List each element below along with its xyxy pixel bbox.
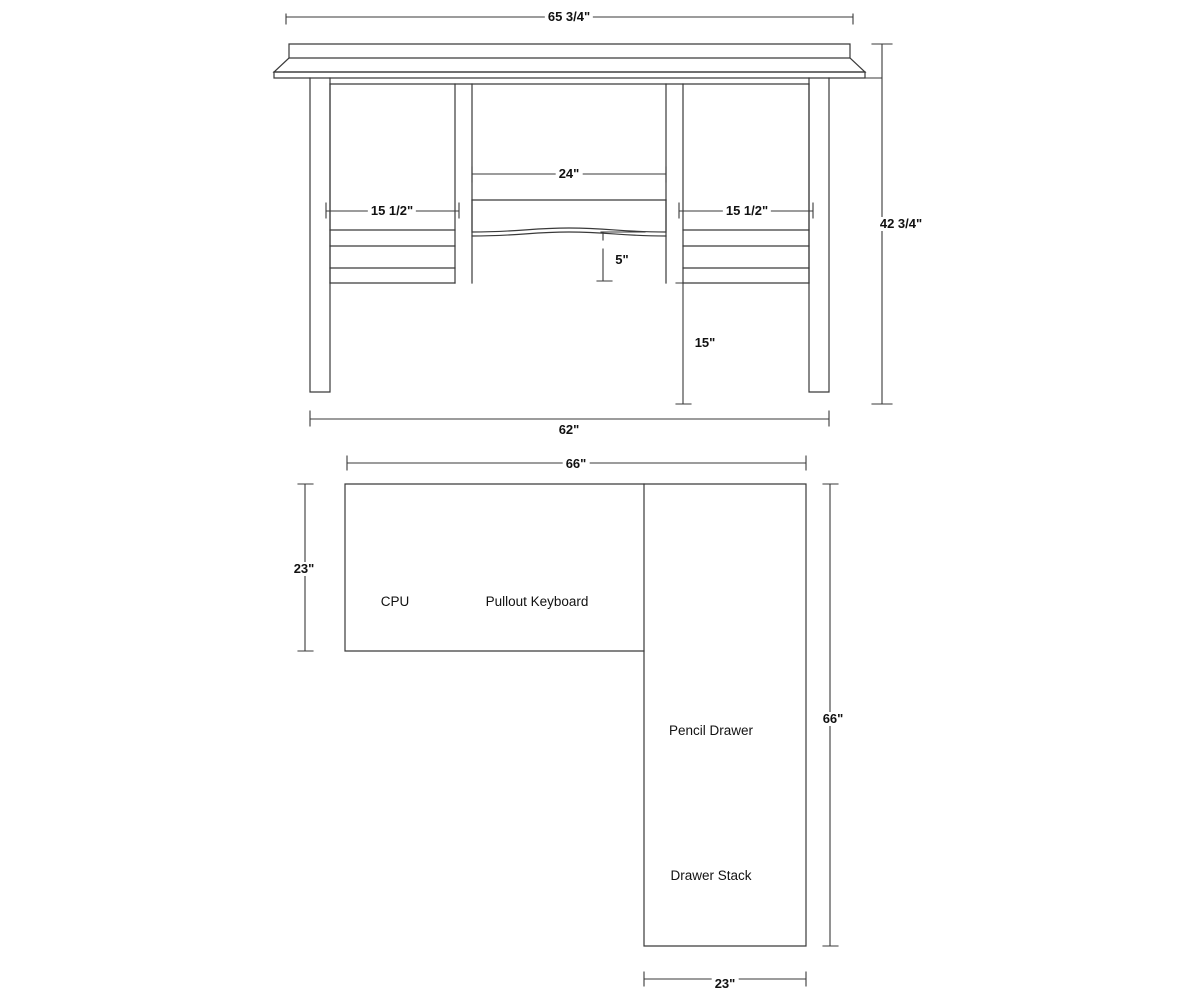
dim-left-drawer-width: 15 1/2" (368, 204, 416, 218)
dim-plan-right-length: 66" (820, 712, 847, 726)
dim-leg-clearance-height: 15" (692, 336, 719, 350)
dim-plan-left-depth: 23" (291, 562, 318, 576)
front-elevation-geometry (274, 14, 892, 426)
dim-overall-height: 42 3/4" (877, 217, 925, 231)
label-cpu: CPU (380, 594, 410, 609)
top-plan-geometry (298, 456, 838, 986)
dim-knee-opening-width: 24" (556, 167, 583, 181)
dim-base-width: 62" (556, 423, 583, 437)
label-drawer-stack: Drawer Stack (670, 868, 752, 883)
dim-plan-top-width: 66" (563, 457, 590, 471)
dim-overall-top-width: 65 3/4" (545, 10, 593, 24)
label-pencil-drawer: Pencil Drawer (668, 723, 754, 738)
dim-arch-rise: 5" (612, 253, 631, 267)
dim-plan-bottom-width: 23" (712, 977, 739, 991)
label-pullout-keyboard: Pullout Keyboard (485, 594, 589, 609)
dim-right-drawer-width: 15 1/2" (723, 204, 771, 218)
